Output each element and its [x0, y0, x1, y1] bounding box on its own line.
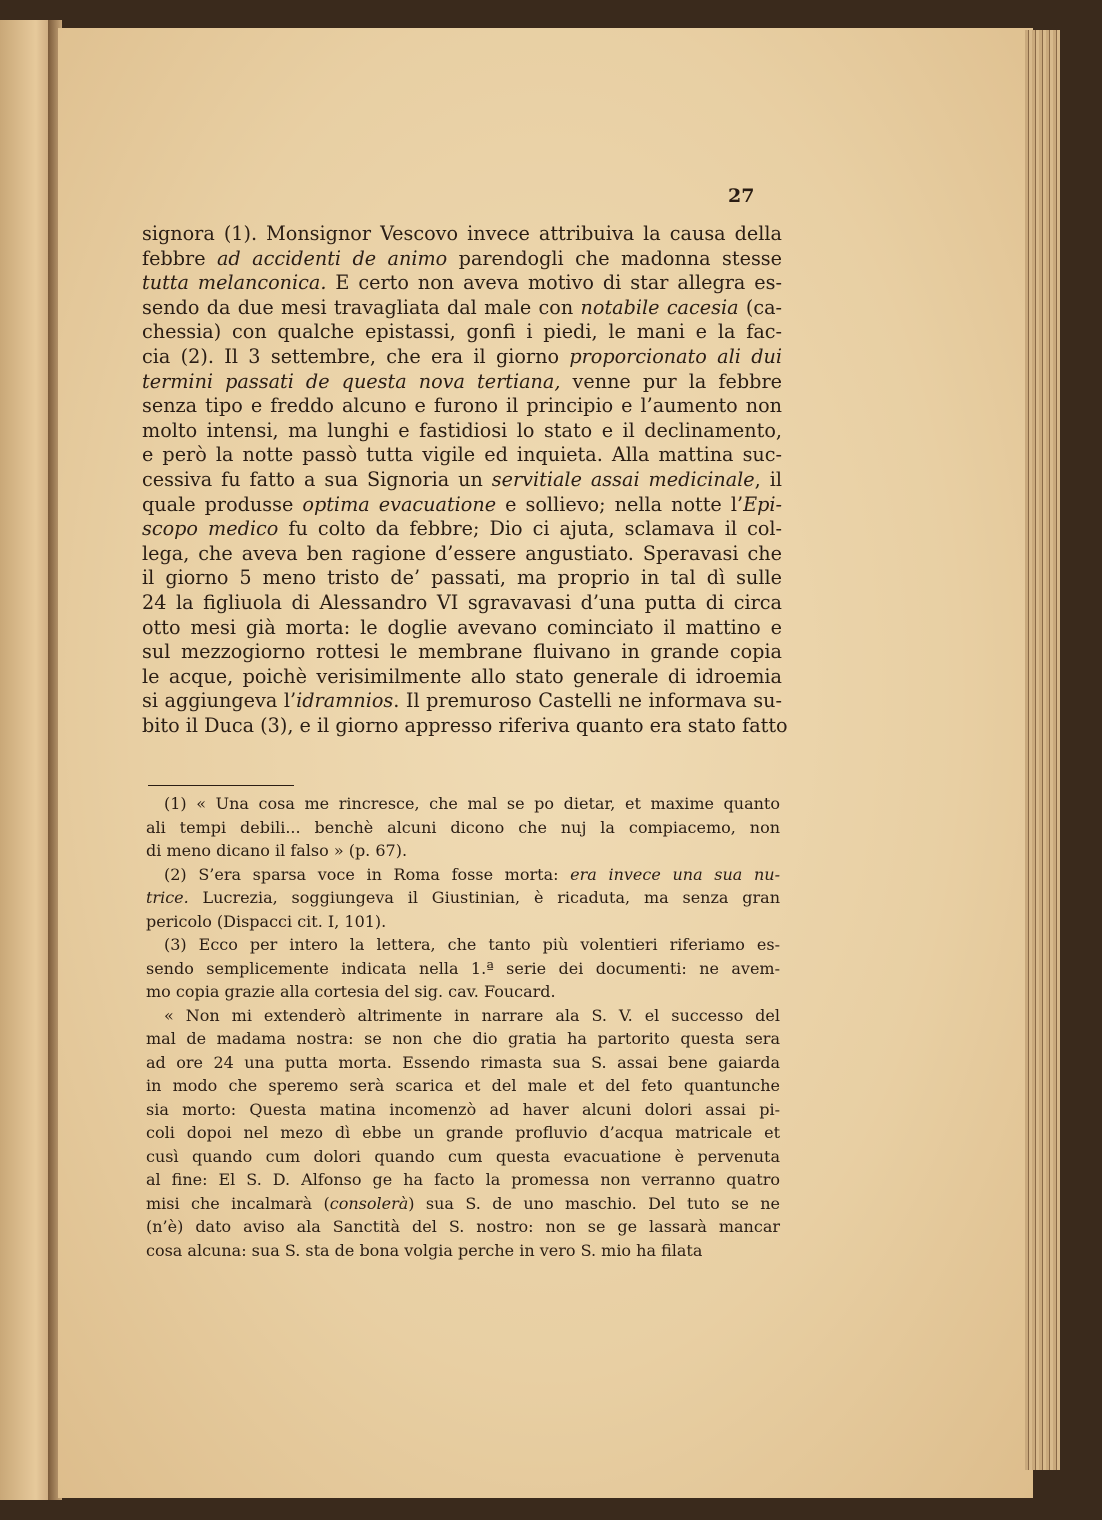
italic-text: notabile cacesia — [580, 295, 739, 319]
text-segment: al fine: El S. D. Alfonso ge ha facto la promessa non verranno quatro — [146, 1170, 780, 1189]
italic-text: servitiale assai medicinale — [491, 467, 755, 491]
text-segment: e però la notte passò tutta vigile ed inquieta. Alla mattina suc- — [142, 443, 782, 467]
text-segment: (ca- — [738, 295, 782, 319]
footnote-line — [146, 1121, 780, 1145]
footnote-line — [146, 1168, 780, 1192]
text-segment: molto intensi, ma lunghi e fastidiosi lo stato e il declinamento, — [142, 418, 782, 442]
text-line — [142, 542, 782, 567]
footnote-line — [146, 980, 780, 1004]
text-segment: le acque, poichè verisimilmente allo stato generale di idroemia — [142, 664, 782, 688]
text-line — [142, 271, 782, 296]
italic-text: optima evacuatione — [302, 492, 497, 516]
footnote-line — [146, 863, 780, 887]
footnote-line — [146, 816, 780, 840]
text-segment: il giorno 5 meno tristo de’ passati, ma proprio in tal dì sulle — [142, 566, 782, 590]
footnote-line — [146, 957, 780, 981]
footnote-line — [146, 839, 780, 863]
text-line — [142, 247, 782, 272]
text-segment: 24 la figliuola di Alessandro VI sgravavasi d’una putta di circa — [142, 590, 782, 614]
text-segment: otto mesi già morta: le doglie avevano cominciato il mattino e — [142, 615, 782, 639]
text-line — [142, 345, 782, 370]
text-segment: febbre — [142, 246, 217, 270]
italic-text: idramnios — [296, 689, 394, 713]
text-segment: sia morto: Questa matina incomenzò ad haver alcuni dolori assai pi- — [146, 1099, 780, 1119]
text-segment: chessia) con qualche epistassi, gonfi i piedi, le mani e la fac- — [142, 320, 782, 344]
text-line — [142, 566, 782, 591]
text-segment: Lucrezia, soggiungeva il Giustinian, è ricaduta, ma senza gran — [188, 888, 780, 907]
text-line — [142, 394, 782, 419]
italic-text: ad accidenti de animo — [216, 246, 448, 270]
footnote-line — [146, 1192, 780, 1216]
text-line — [142, 320, 782, 345]
text-segment: cusì quando cum dolori quando cum questa evacuatione è pervenuta — [146, 1146, 780, 1166]
footnote-line — [146, 1074, 780, 1098]
italic-text: tutta melanconica. — [142, 271, 327, 295]
text-line — [142, 713, 788, 739]
text-segment: ali tempi debili... benchè alcuni dicono che nuj la compiacemo, non — [146, 817, 780, 837]
text-line — [142, 665, 782, 690]
footnote-line — [146, 1239, 780, 1263]
italic-text: era invece una sua nu- — [570, 864, 780, 884]
footnote-line — [146, 933, 780, 957]
text-segment: sul mezzogiorno rottesi le membrane fluivano in grande copia — [142, 640, 782, 664]
main-text — [142, 222, 788, 738]
footnote-line — [146, 910, 780, 934]
text-segment: (3) Ecco per intero la lettera, che tanto più volentieri riferiamo es- — [164, 935, 780, 954]
text-segment: mo copia grazie alla cortesia del sig. cav. Foucard. — [146, 982, 556, 1001]
text-segment: mal de madama nostra: se non che dio gratia ha partorito questa sera — [146, 1029, 780, 1048]
text-segment: « Non mi extenderò altrimente in narrare ala S. V. el successo del — [164, 1005, 780, 1025]
text-line — [142, 370, 782, 395]
italic-text: Epi- — [743, 492, 782, 516]
footnote-line — [146, 1027, 780, 1051]
text-line — [142, 689, 782, 714]
footnote-separator — [148, 785, 294, 786]
page-stack-edge — [1025, 30, 1065, 1470]
text-segment: misi che incalmarà ( — [146, 1193, 330, 1213]
text-segment: (n’è) dato aviso ala Sanctità del S. nostro: non se ge lassarà mancar — [146, 1217, 780, 1236]
text-line — [142, 640, 782, 665]
text-segment: in modo che speremo serà scarica et del male et del feto quantunche — [146, 1076, 780, 1095]
text-segment: ) sua S. de uno maschio. Del tuto se ne — [408, 1193, 780, 1213]
italic-text: termini passati de questa nova tertiana, — [142, 369, 561, 393]
text-segment: (2) S’era sparsa voce in Roma fosse morta: — [164, 864, 571, 884]
text-line — [142, 591, 782, 616]
text-segment: senza tipo e freddo alcuno e furono il principio e l’aumento non — [142, 394, 782, 418]
text-segment: di meno dicano il falso » (p. 67). — [146, 841, 408, 860]
text-segment: e sollievo; nella notte l’ — [496, 492, 744, 516]
footnote-line — [146, 886, 780, 910]
italic-text: trice. — [146, 888, 189, 907]
background — [1060, 30, 1102, 1520]
footnote-line — [146, 1145, 780, 1169]
text-segment: sendo semplicemente indicata nella 1.ª serie dei documenti: ne avem- — [146, 958, 780, 978]
text-segment: cosa alcuna: sua S. sta de bona volgia perche in vero S. mio ha filata — [146, 1240, 703, 1260]
italic-text: consolerà — [329, 1193, 409, 1213]
text-segment: bito il Duca (3), e il giorno appresso riferiva quanto era stato fatto — [142, 713, 788, 737]
text-line — [142, 443, 782, 468]
text-segment: si aggiungeva l’ — [142, 689, 297, 713]
footnote-line — [146, 1215, 780, 1239]
text-line — [142, 468, 782, 493]
footnote-line — [146, 1098, 780, 1122]
text-segment: , il — [754, 467, 782, 491]
text-segment: signora (1). Monsignor Vescovo invece attribuiva la causa della — [142, 222, 782, 245]
text-segment: lega, che aveva ben ragione d’essere angustiato. Speravasi che — [142, 541, 782, 565]
text-segment: (1) « Una cosa me rincresce, che mal se po dietar, et maxime quanto — [164, 794, 780, 813]
text-line — [142, 616, 782, 641]
text-line — [142, 296, 782, 321]
italic-text: proporcionato ali dui — [569, 344, 783, 368]
text-segment: parendogli che madonna stesse — [447, 246, 782, 270]
text-line — [142, 517, 782, 542]
page-number: 27 — [728, 185, 755, 207]
text-segment: cia (2). Il 3 settembre, che era il giorno — [142, 344, 570, 368]
text-line — [142, 222, 782, 247]
text-segment: . Il premuroso Castelli ne informava su- — [393, 689, 782, 713]
text-segment: pericolo (Dispacci cit. I, 101). — [146, 911, 387, 931]
italic-text: scopo medico — [142, 517, 279, 541]
text-segment: coli dopoi nel mezo dì ebbe un grande profluvio d’acqua matricale et — [146, 1123, 780, 1142]
text-segment: sendo da due mesi travagliata dal male con — [142, 295, 581, 319]
text-line — [142, 419, 782, 444]
text-segment: quale produsse — [142, 492, 303, 516]
text-segment: ad ore 24 una putta morta. Essendo rimasta sua S. assai bene gaiarda — [146, 1052, 780, 1072]
text-line — [142, 493, 782, 518]
footnote-line — [146, 1004, 780, 1028]
text-segment: fu colto da febbre; Dio ci ajuta, sclamava il col- — [278, 517, 782, 541]
text-segment: E certo non aveva motivo di star allegra es- — [326, 271, 782, 295]
footnote-line — [146, 792, 780, 816]
footnotes — [146, 792, 780, 1262]
text-segment: venne pur la febbre — [560, 369, 782, 393]
text-segment: cessiva fu fatto a sua Signoria un — [142, 467, 492, 491]
footnote-line — [146, 1051, 780, 1075]
